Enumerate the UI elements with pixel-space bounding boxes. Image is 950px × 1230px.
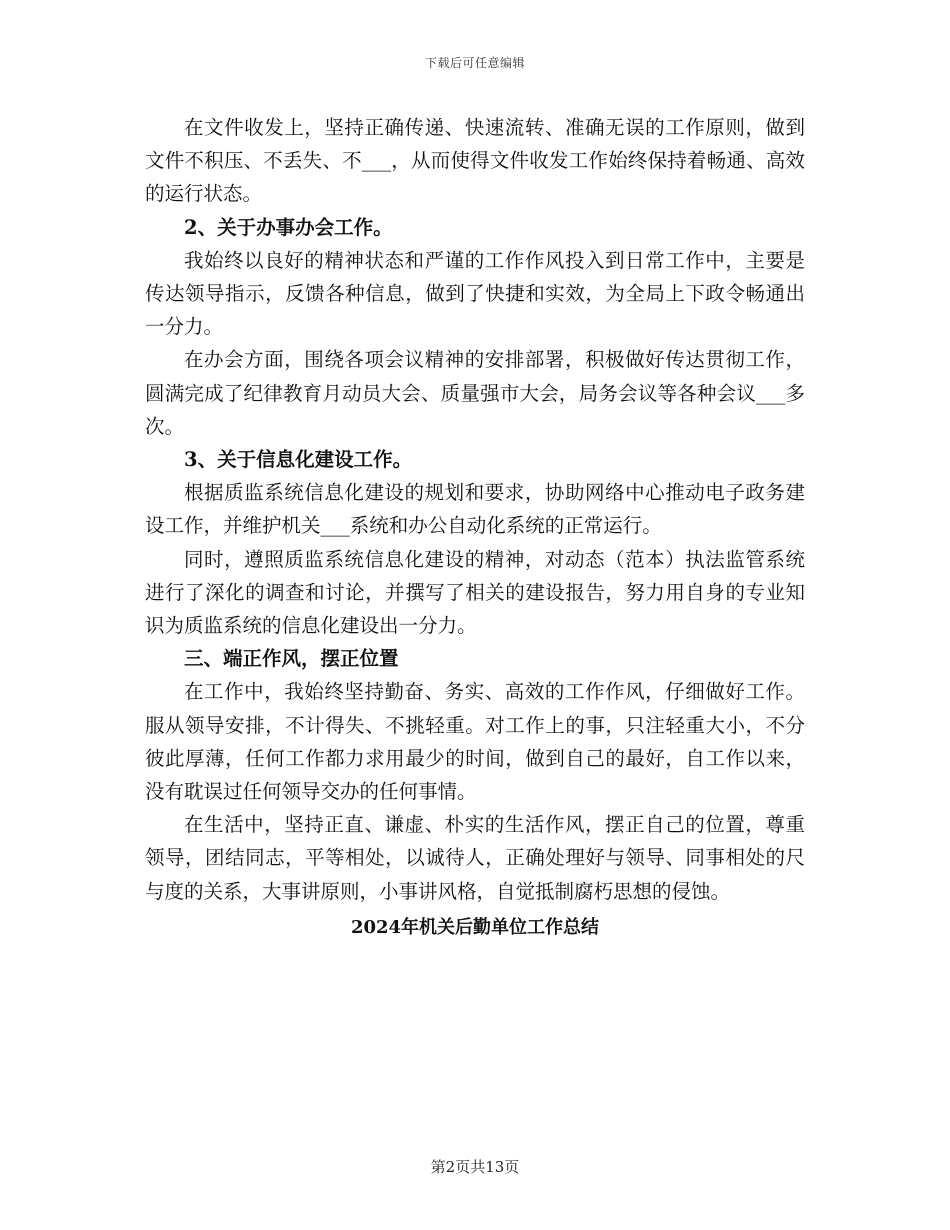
paragraph-meetings: 在办会方面，围绕各项会议精神的安排部署，积极做好传达贯彻工作，圆满完成了纪律教育月动员大会、质量强市大会，局务会议等各种会议___多次。 (145, 348, 805, 438)
paragraph-supervision-system: 同时，遵照质监系统信息化建设的精神，对动态（范本）执法监管系统进行了深化的调查和讨论，并撰写了相关的建设报告，努力用自身的专业知识为质监系统的信息化建设出一分力。 (145, 547, 805, 638)
paragraph-life-attitude: 在生活中，坚持正直、谦虚、朴实的生活作风，摆正自己的位置，尊重领导，团结同志，平等相处，以诚待人，正确处理好与领导、同事相处的尺与度的关系，大事讲原则，小事讲风格，自觉抵制腐朽思想的侵蚀。 (145, 813, 805, 903)
paragraph-work-attitude: 在工作中，我始终坚持勤奋、务实、高效的工作作风，仔细做好工作。服从领导安排，不计得失、不挑轻重。对工作上的事，只注轻重大小，不分彼此厚薄，任何工作都力求用最少的时间，做到自己的最好，自工作以来，没有耽误过任何领导交办的任何事情。 (145, 680, 805, 804)
page-number: 第2页共13页 (430, 1158, 520, 1176)
section-heading-work-style: 三、端正作风，摆正位置 (184, 647, 399, 671)
document-title: 2024年机关后勤单位工作总结 (350, 916, 600, 938)
paragraph-file-handling: 在文件收发上，坚持正确传递、快速流转、准确无误的工作原则，做到文件不积压、不丢失、不___，从而使得文件收发工作始终保持着畅通、高效的运行状态。 (145, 116, 805, 206)
page-header-note: 下载后可任意编辑 (424, 56, 525, 70)
section-heading-meetings: 2、关于办事办会工作。 (184, 215, 393, 239)
document-body (145, 111, 805, 944)
paragraph-daily-work: 我始终以良好的精神状态和严谨的工作作风投入到日常工作中，主要是传达领导指示，反馈各种信息，做到了快捷和实效，为全局上下政令畅通出一分力。 (145, 248, 805, 339)
paragraph-e-government: 根据质监系统信息化建设的规划和要求，协助网络中心推动电子政务建设工作，并维护机关___系统和办公自动化系统的正常运行。 (145, 481, 805, 538)
section-heading-informatization: 3、关于信息化建设工作。 (184, 448, 413, 472)
